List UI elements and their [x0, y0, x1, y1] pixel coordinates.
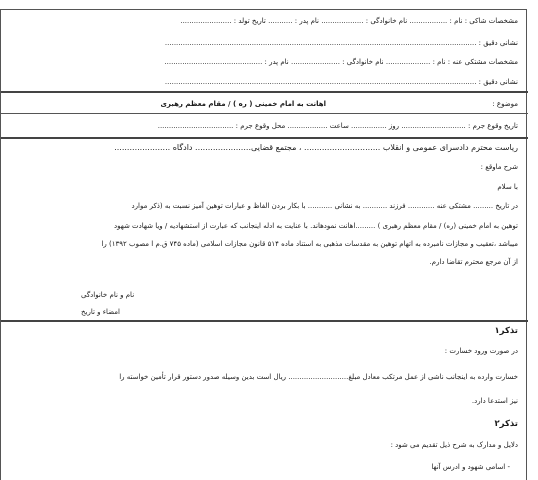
- narrative-label: شرح ماوقع :: [480, 163, 518, 171]
- body-paragraph-line: میباشد ،تعقیب و مجازات نامبرده به اتهام توهین به مقدسات مذهبی به استناد ماده ۵۱۴ قانون مجازات اسلامی (ماده ۷۴۵ ق.م ا مصوب ۱۳۹۲) را: [101, 240, 518, 248]
- note1-line: نیز استدعا دارد.: [471, 397, 518, 405]
- greeting: با سلام: [497, 183, 518, 191]
- divider: [1, 320, 528, 322]
- signature-name-label: نام و نام خانوادگی: [81, 291, 135, 299]
- note1-title: تذکر۱: [494, 326, 518, 336]
- note2-line: دلایل و مدارک به شرح ذیل تقدیم می شود :: [390, 441, 518, 449]
- defendant-info-line: مشخصات مشتکی عنه : نام : .................... نام خانوادگی : ...................... نام پدر : ............................................: [164, 58, 518, 66]
- body-paragraph-line: در تاریخ ......... مشتکی عنه ............ فرزند ........... به نشانی ........... با بکار بردن الفاظ و عبارات توهین آمیز نسبت به (ذکر موارد: [131, 202, 518, 210]
- subject-label: موضوع :: [492, 100, 518, 108]
- note1-line: در صورت ورود خسارت :: [444, 347, 518, 355]
- defendant-address: نشانی دقیق : ............................................................................................................................................: [164, 78, 518, 86]
- incident-row: تاریخ وقوع جرم : ............................. روز ................ ساعت .................. محل وقوع جرم : ..................................: [157, 122, 518, 130]
- note1-line: خسارت وارده به اینجانب ناشی از عمل مرتکب معادل مبلغ........................... ریال است بدین وسیله صدور دستور قرار تأمین خواسته را: [119, 373, 518, 381]
- divider: [1, 137, 528, 139]
- divider: [1, 91, 528, 93]
- note2-title: تذکر۲: [494, 419, 518, 429]
- court-heading: ریاست محترم دادسرای عمومی و انقلاب .............................. ، مجتمع قضایی...................... دادگاه ......................: [114, 143, 518, 152]
- complainant-info-text: مشخصات شاکی : نام : ................. نام خانوادگی : ................... نام پدر : ........... تاریخ تولد : .......................: [180, 17, 518, 25]
- note2-list-item: - اسامی شهود و ادرس آنها: [431, 463, 510, 471]
- divider: [1, 113, 528, 114]
- complainant-info-line: [180, 16, 518, 26]
- body-paragraph-line: توهین به امام خمینی (ره) / مقام معظم رهبری ) .........اهانت نمودهاند. با عنایت به ادله اینجانب که عبارت از استشهادیه / ویا شهادت شهود: [114, 222, 518, 230]
- subject-value: اهانت به امام خمینی ( ره ) / مقام معظم رهبری: [160, 100, 326, 108]
- complainant-address: نشانی دقیق : ............................................................................................................................................: [164, 39, 518, 47]
- signature-date-label: امضاء و تاریخ: [81, 308, 120, 316]
- petition-form: [0, 9, 527, 480]
- body-paragraph-line: از آن مرجع محترم تقاضا دارم.: [429, 258, 518, 266]
